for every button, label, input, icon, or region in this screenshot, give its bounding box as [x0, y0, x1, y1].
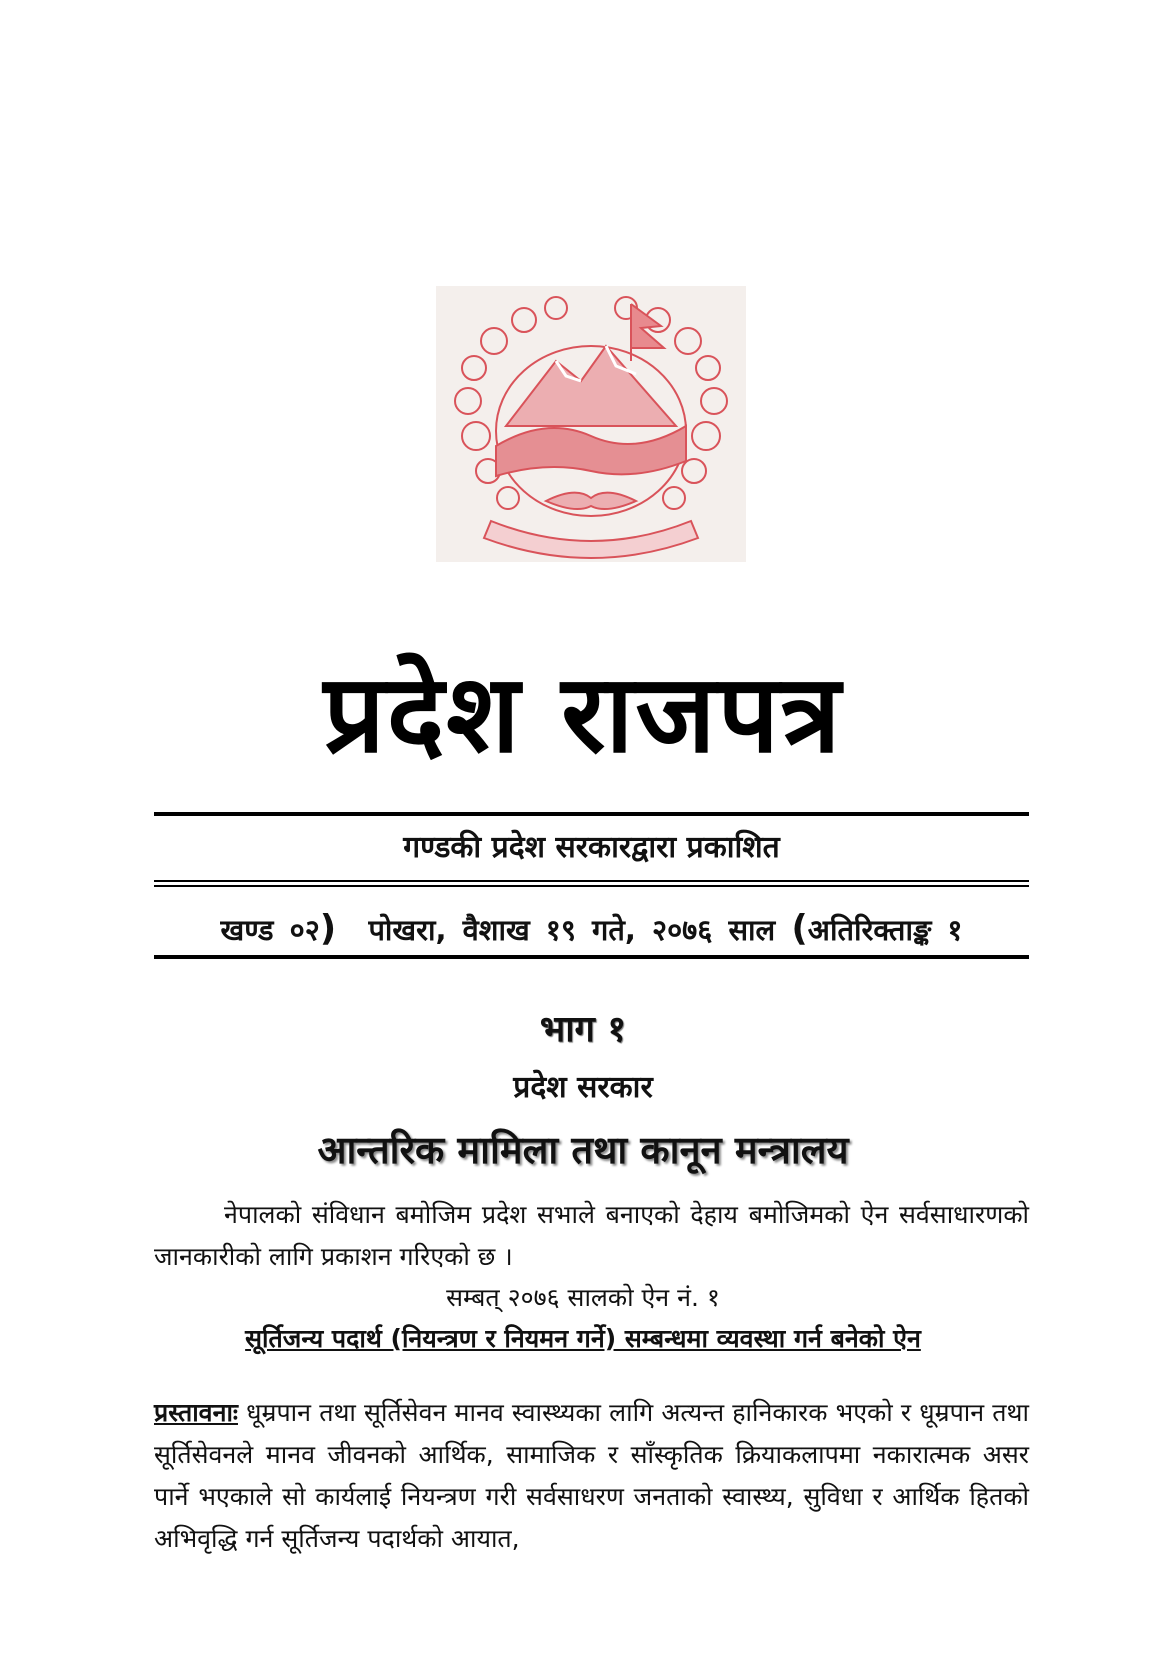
preamble-label: प्रस्तावनाः	[154, 1398, 238, 1427]
publisher-line: गण्डकी प्रदेश सरकारद्वारा प्रकाशित	[403, 830, 780, 865]
issue-line: खण्ड ०२) पोखरा, वैशाख १९ गते, २०७६ साल (अतिरिक्ताङ्क १	[220, 908, 963, 949]
divider-double-2	[154, 885, 1029, 887]
preamble-paragraph	[154, 1392, 1029, 1560]
act-number: सम्बत् २०७६ सालको ऐन नं. १	[446, 1283, 720, 1312]
place-date: पोखरा, वैशाख १९ गते, २०७६ साल	[368, 913, 776, 947]
notice-paragraph: नेपालको संविधान बमोजिम प्रदेश सभाले बनाएको देहाय बमोजिमको ऐन सर्वसाधारणको जानकारीको लागि प्रकाशन गरिएको छ ।	[154, 1200, 1029, 1271]
volume: खण्ड ०२	[220, 913, 320, 947]
divider-bottom	[154, 955, 1029, 959]
extra-issue: अतिरिक्ताङ्क १	[807, 913, 963, 947]
coat-of-arms-icon	[436, 286, 746, 562]
divider-top	[154, 812, 1029, 816]
part-heading: भाग १	[539, 1009, 627, 1050]
emblem-image	[436, 286, 746, 562]
act-title: सूर्तिजन्य पदार्थ (नियन्त्रण र नियमन गर्ने) सम्बन्धमा व्यवस्था गर्न बनेको ऐन	[245, 1324, 921, 1353]
divider-double-1	[154, 880, 1029, 882]
ministry-heading: आन्तरिक मामिला तथा कानून मन्त्रालय	[317, 1128, 849, 1172]
government-heading: प्रदेश सरकार	[513, 1070, 653, 1105]
gazette-title: प्रदेश राजपत्र	[323, 652, 843, 777]
preamble-text: धूम्रपान तथा सूर्तिसेवन मानव स्वास्थ्यका लागि अत्यन्त हानिकारक भएको र धूम्रपान तथा सूर्तिसेवनले मानव जीवनको आर्थिक, सामाजिक र साँस्कृतिक क्रियाकलापमा नकारात्मक असर पार्ने भएकाले सो कार्यलाई नियन्त्रण गरी सर्वसाधरण जनताको स्वास्थ्य, सुविधा र आर्थिक हितको अभिवृद्धि गर्न सूर्तिजन्य पदार्थको आयात,	[154, 1398, 1029, 1553]
